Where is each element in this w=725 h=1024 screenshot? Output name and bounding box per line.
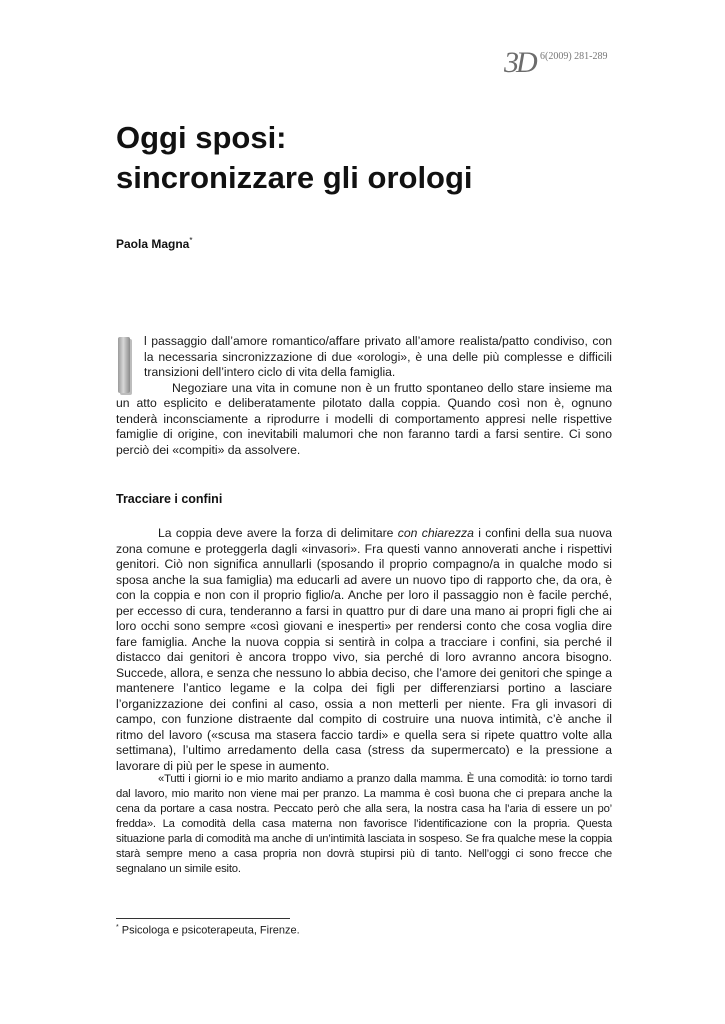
article-title: [116, 118, 636, 198]
intro-section: [116, 334, 612, 458]
section-text-before: La coppia deve avere la forza di delimitare: [158, 526, 398, 540]
intro-paragraph-2: Negoziare una vita in comune non è un frutto spontaneo dello stare insieme ma un atto esplicito e deliberatamente pilotato dalla coppia. Quando così non è, ognuno tenderà inconsciamente a riprodurre i modelli di comportamento appresi nelle rispettive famiglie di origine, con inevitabili malumori che non faranno tardi a farsi sentire. Ci sono perciò dei «compiti» da assolvere.: [116, 380, 612, 457]
journal-citation: 6(2009) 281-289: [540, 51, 608, 62]
footnote-mark: *: [116, 924, 119, 931]
author-text: Paola Magna: [116, 237, 190, 251]
quote-paragraph: «Tutti i giorni io e mio marito andiamo a pranzo dalla mamma. È una comodità: io torno tardi dal lavoro, mio marito non viene mai per pranzo. La mamma è così buona che ci prepara anche la cena da portare a casa nostra. Peccato però che alla sera, la nostra casa ha l’aria di essere un po’ fredda». La comodità della casa materna non favorisce l’identificazione con la propria. Questa situazione parla di comodità ma anche di un’intimità lasciata in sospeso. Se fra qualche mese la coppia starà sempre meno a casa propria non dovrà stupirsi più di tanto. Nell’oggi ci sono frecce che segnalano un simile esito.: [116, 773, 612, 875]
footnote-divider: [116, 918, 290, 919]
section-heading: Tracciare i confini: [116, 492, 223, 506]
footnote-text: Psicologa e psicoterapeuta, Firenze.: [121, 924, 300, 937]
article-title-line-1: Oggi sposi:: [116, 120, 287, 155]
author-footnote-mark: *: [189, 236, 193, 245]
section-emphasis: con chiarezza: [397, 526, 474, 540]
journal-logo: 3D: [504, 46, 535, 79]
author-name: [116, 236, 192, 251]
section-text-after: i confini della sua nuova zona comune e proteggerla dagli «invasori». Fra questi vanno annoverati anche i rispettivi genitori. Ciò non significa annullarli (sposando il proprio compagno/a in qualche modo si sposa anche la sua famiglia) ma educarli ad avere un nuovo tipo di rapporto che, da ora, è con la coppia e non con il proprio figlio/a. Anche per loro il passaggio non è facile perché, per eccesso di cura, tenderanno a farsi in quattro pur di dare una mano ai propri figli che ai loro occhi sono sempre «così giovani e inesperti» per rendersi conto che cosa voglia dire fare famiglia. Anche la nuova coppia si sentirà in colpa a tracciare i confini, sia perché il distacco dai genitori è ancora troppo vivo, sia perché di loro avranno ancora bisogno. Succede, allora, e senza che nessuno lo abbia deciso, che l’amore dei genitori che spinge a mantenere l’antico legame e la colpa dei figli per differenziarsi portino a lasciare l’organizzazione dei confini al caso, ossia a non metterli per niente. Fra gli invasori di campo, con funzione distraente dal compito di costruire una nuova intimità, c’è anche il ritmo del lavoro («scusa ma stasera faccio tardi» e quella sera si ripete quattro volte alla settimana), l’ultimo arredamento della casa (stress da supermercato) e la pressione a lavorare di più per le spese in aumento.: [116, 526, 612, 773]
article-title-line-2: sincronizzare gli orologi: [116, 160, 473, 195]
intro-paragraph-1: l passaggio dall’amore romantico/affare privato all’amore realista/patto condiviso, con la necessaria sincronizzazione di due «orologi», è una delle più complesse e difficili transizioni dell’intero ciclo di vita della famiglia.: [144, 334, 612, 379]
section-paragraph: [116, 526, 612, 774]
footnote: [116, 924, 300, 937]
drop-cap: [118, 337, 130, 393]
